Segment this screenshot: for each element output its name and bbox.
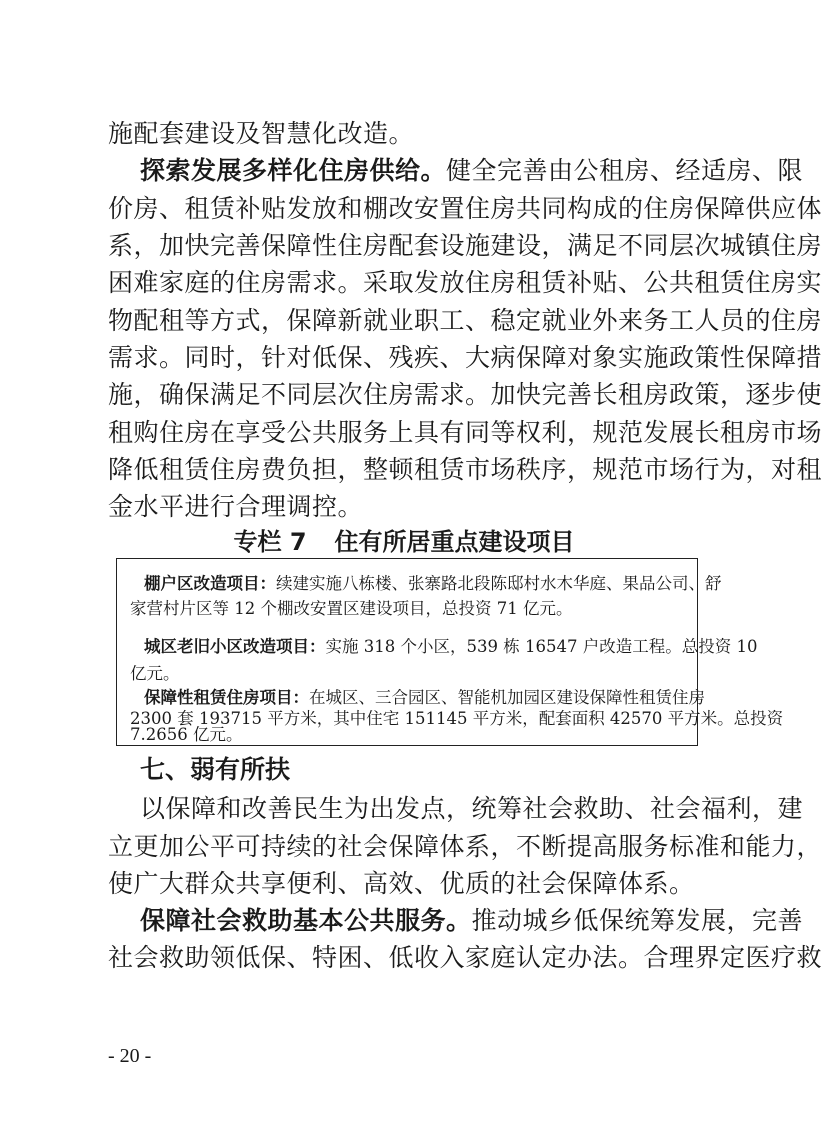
- box-item3-line-3: 7.2656 亿元。: [130, 725, 243, 744]
- box-title-number: 专栏 7: [233, 528, 307, 556]
- box-item2-line-1-rest: 实施 318 个小区，539 栋 16547 户改造工程。总投资 10: [325, 637, 758, 656]
- box-item1-line-2: 家营村片区等 12 个棚改安置区建设项目，总投资 71 亿元。: [130, 599, 573, 618]
- para3-line-1: 以保障和改善民生为出发点，统筹社会救助、社会福利，建: [140, 794, 804, 823]
- para3-line-3: 使广大群众共享便利、高效、优质的社会保障体系。: [108, 869, 695, 898]
- para2-line-8: 租购住房在享受公共服务上具有同等权利，规范发展长租房市场: [108, 418, 822, 447]
- para2-line-5: 物配租等方式，保障新就业职工、稳定就业外来务工人员的住房: [108, 306, 822, 335]
- box-title: [108, 526, 700, 558]
- para2-line-10: 金水平进行合理调控。: [108, 492, 364, 521]
- section-heading: 七、弱有所扶: [140, 755, 291, 784]
- para2-line-3: 系，加快完善保障性住房配套设施建设，满足不同层次城镇住房: [108, 231, 822, 260]
- para2-line-1: [140, 154, 804, 188]
- box-title-text: 住有所居重点建设项目: [334, 528, 575, 556]
- para4-line-1-rest: 推动城乡低保统筹发展，完善: [471, 906, 804, 935]
- box-item2-label: 城区老旧小区改造项目：: [144, 637, 326, 656]
- box-item1-line-1: [144, 573, 722, 595]
- para3-line-2: 立更加公平可持续的社会保障体系，不断提高服务标准和能力，: [108, 832, 822, 861]
- box-item3-line-2: 2300 套 193715 平方米，其中住宅 151145 平方米，配套面积 42570 平方米。总投资: [130, 709, 784, 728]
- box-item3-line-1-rest: 在城区、三合园区、智能机加园区建设保障性租赁住房: [309, 688, 705, 707]
- box-item1-line-1-rest: 续建实施八栋楼、张寨路北段陈邸村水木华庭、果品公司、舒: [276, 574, 722, 593]
- para2-line-7: 施，确保满足不同层次住房需求。加快完善长租房政策，逐步使: [108, 380, 822, 409]
- para2-line-2: 价房、租赁补贴发放和棚改安置住房共同构成的住房保障供应体: [108, 194, 822, 223]
- para2-lead: 探索发展多样化住房供给。: [140, 156, 447, 185]
- page-number: - 20 -: [108, 1045, 152, 1067]
- para4-lead: 保障社会救助基本公共服务。: [140, 906, 472, 935]
- para4-line-1: [140, 904, 804, 938]
- box-item2-line-2: 亿元。: [130, 664, 180, 683]
- box-item3-label: 保障性租赁住房项目：: [144, 688, 309, 707]
- para4-line-2: 社会救助领低保、特困、低收入家庭认定办法。合理界定医疗救: [108, 943, 822, 972]
- para2-line-9: 降低租赁住房费负担，整顿租赁市场秩序，规范市场行为，对租: [108, 455, 822, 484]
- box-item3-line-1: [144, 687, 705, 709]
- para2-line-6: 需求。同时，针对低保、残疾、大病保障对象实施政策性保障措: [108, 343, 822, 372]
- para2-line-1-rest: 健全完善由公租房、经适房、限: [446, 156, 804, 185]
- para1-line-1: 施配套建设及智慧化改造。: [108, 119, 415, 148]
- box-item1-label: 棚户区改造项目：: [144, 574, 276, 593]
- para2-line-4: 困难家庭的住房需求。采取发放住房租赁补贴、公共租赁住房实: [108, 268, 822, 297]
- box-item2-line-1: [144, 636, 758, 658]
